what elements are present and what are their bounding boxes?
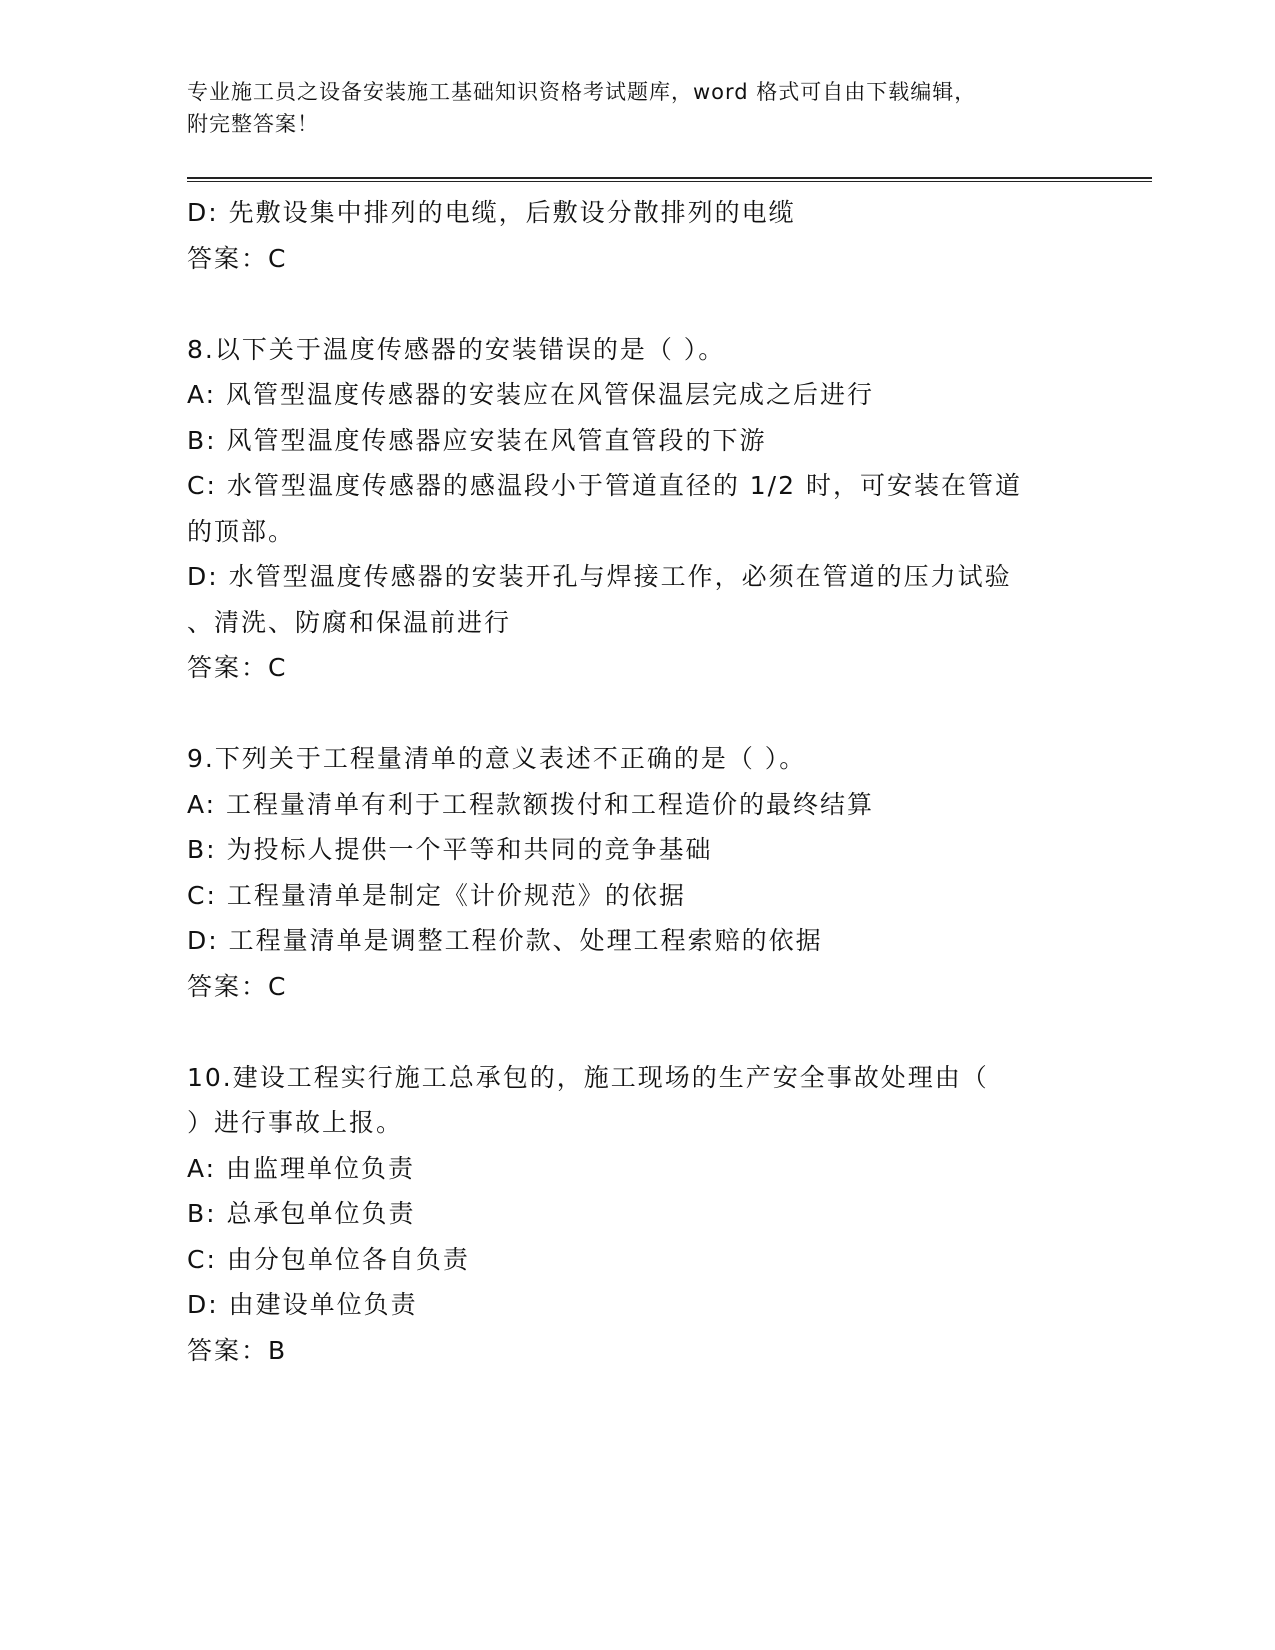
header-line-2: 附完整答案！ [187,112,319,136]
spacer [187,1009,1087,1055]
header-line-1: 专业施工员之设备安装施工基础知识资格考试题库，word 格式可自由下载编辑， [187,80,977,104]
text-line: B: 为投标人提供一个平等和共同的竞争基础 [187,835,713,864]
text-line: A: 由监理单位负责 [187,1153,416,1183]
text-line: D: 先敷设集中排列的电缆，后敷设分散排列的电缆 [187,198,796,227]
answer-line: 答案：C [187,653,288,682]
text-line: D: 水管型温度传感器的安装开孔与焊接工作，必须在管道的压力试验 [187,562,1012,591]
text-line: 、清洗、防腐和保温前进行 [187,607,512,637]
text-line: B: 总承包单位负责 [187,1199,416,1228]
text-line: B: 风管型温度传感器应安装在风管直管段的下游 [187,425,767,455]
text-line: 的顶部。 [187,516,296,546]
document-header [187,76,1087,140]
text-line: D: 由建设单位负责 [187,1290,418,1319]
text-line: 10.建设工程实行施工总承包的，施工现场的生产安全事故处理由（ [187,1062,989,1092]
answer-line: 答案：C [187,243,288,273]
text-line: C: 由分包单位各自负责 [187,1244,470,1274]
text-line: ）进行事故上报。 [187,1108,404,1137]
text-line: D: 工程量清单是调整工程价款、处理工程索赔的依据 [187,926,823,955]
text-line: C: 工程量清单是制定《计价规范》的依据 [187,880,686,910]
spacer [187,281,1087,327]
question-content [187,190,1087,1373]
header-divider [187,177,1152,182]
answer-line: 答案：B [187,1335,288,1365]
text-line: A: 风管型温度传感器的安装应在风管保温层完成之后进行 [187,380,875,409]
spacer [187,691,1087,737]
text-line: 9.下列关于工程量清单的意义表述不正确的是（ ）。 [187,744,807,773]
answer-line: 答案：C [187,971,288,1001]
text-line: 8.以下关于温度传感器的安装错误的是（ ）。 [187,334,726,364]
text-line: A: 工程量清单有利于工程款额拨付和工程造价的最终结算 [187,789,875,819]
text-line: C: 水管型温度传感器的感温段小于管道直径的 1/2 时，可安装在管道 [187,471,1022,500]
